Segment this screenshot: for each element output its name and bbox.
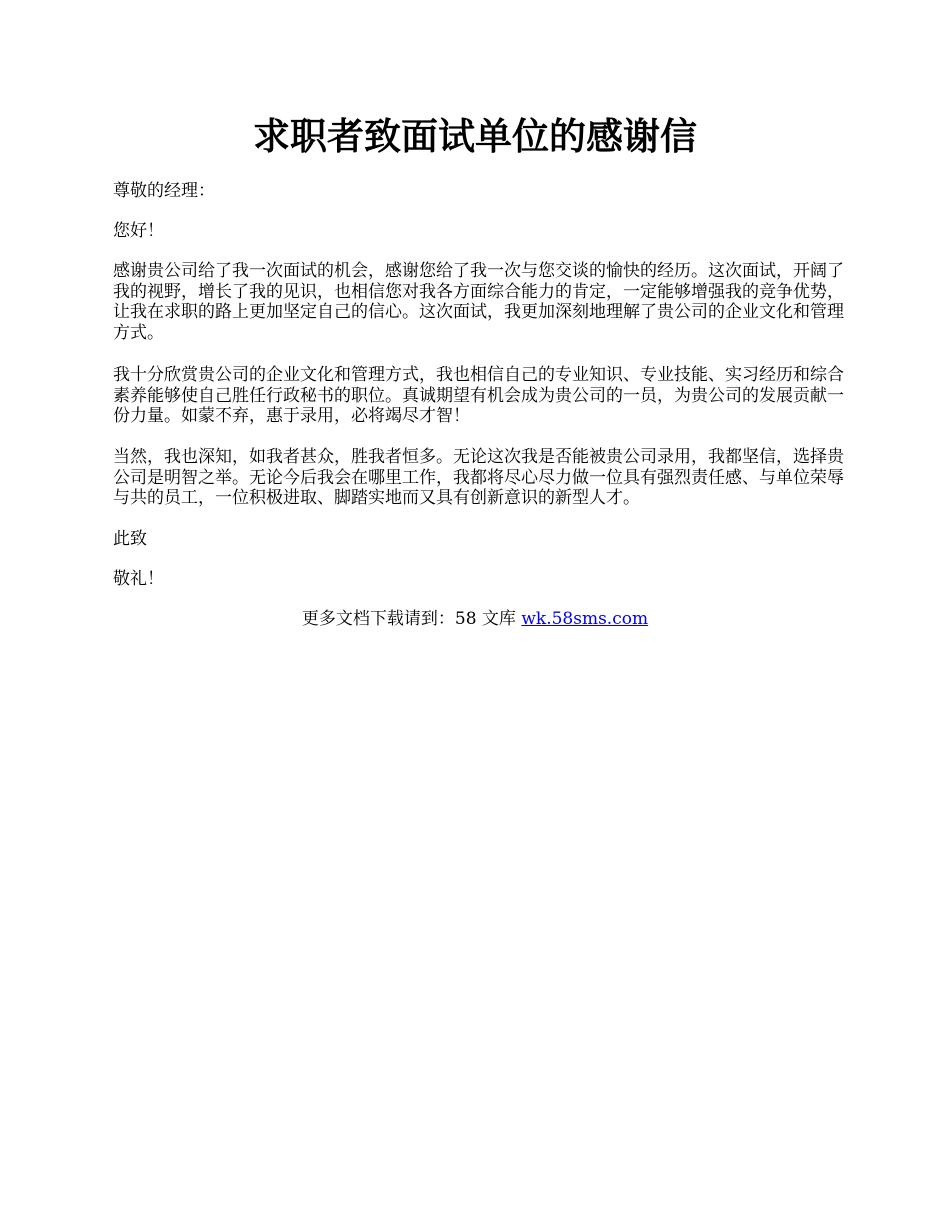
body-paragraph: 我十分欣赏贵公司的企业文化和管理方式，我也相信自己的专业知识、专业技能、实习经历和综合素养能够使自己胜任行政秘书的职位。真诚期望有机会成为贵公司的一员，为贵公司的发展贡献一份力量。如蒙不弃，惠于录用，必将竭尽才智！ xyxy=(113,365,844,426)
body-paragraph: 当然，我也深知，如我者甚众，胜我者恒多。无论这次我是否能被贵公司录用，我都坚信，选择贵公司是明智之举。无论今后我会在哪里工作，我都将尽心尽力做一位具有强烈责任感、与单位荣辱与共的员工，一位积极进取、脚踏实地而又具有创新意识的新型人才。 xyxy=(113,447,844,508)
footer xyxy=(0,609,950,630)
closing-line: 此致 xyxy=(113,529,147,549)
document-title: 求职者致面试单位的感谢信 xyxy=(253,114,697,158)
salutation: 尊敬的经理： xyxy=(113,181,215,201)
body-paragraph: 感谢贵公司给了我一次面试的机会，感谢您给了我一次与您交谈的愉快的经历。这次面试，开阔了我的视野，增长了我的见识，也相信您对我各方面综合能力的肯定，一定能够增强我的竞争优势，让我在求职的路上更加坚定自己的信心。这次面试，我更加深刻地理解了贵公司的企业文化和管理方式。 xyxy=(113,261,844,343)
footer-text: 更多文档下载请到：58 文库 xyxy=(301,609,522,629)
footer-link[interactable]: wk.58sms.com xyxy=(521,609,649,629)
greeting: 您好！ xyxy=(113,221,164,241)
closing-regards: 敬礼！ xyxy=(113,569,164,589)
